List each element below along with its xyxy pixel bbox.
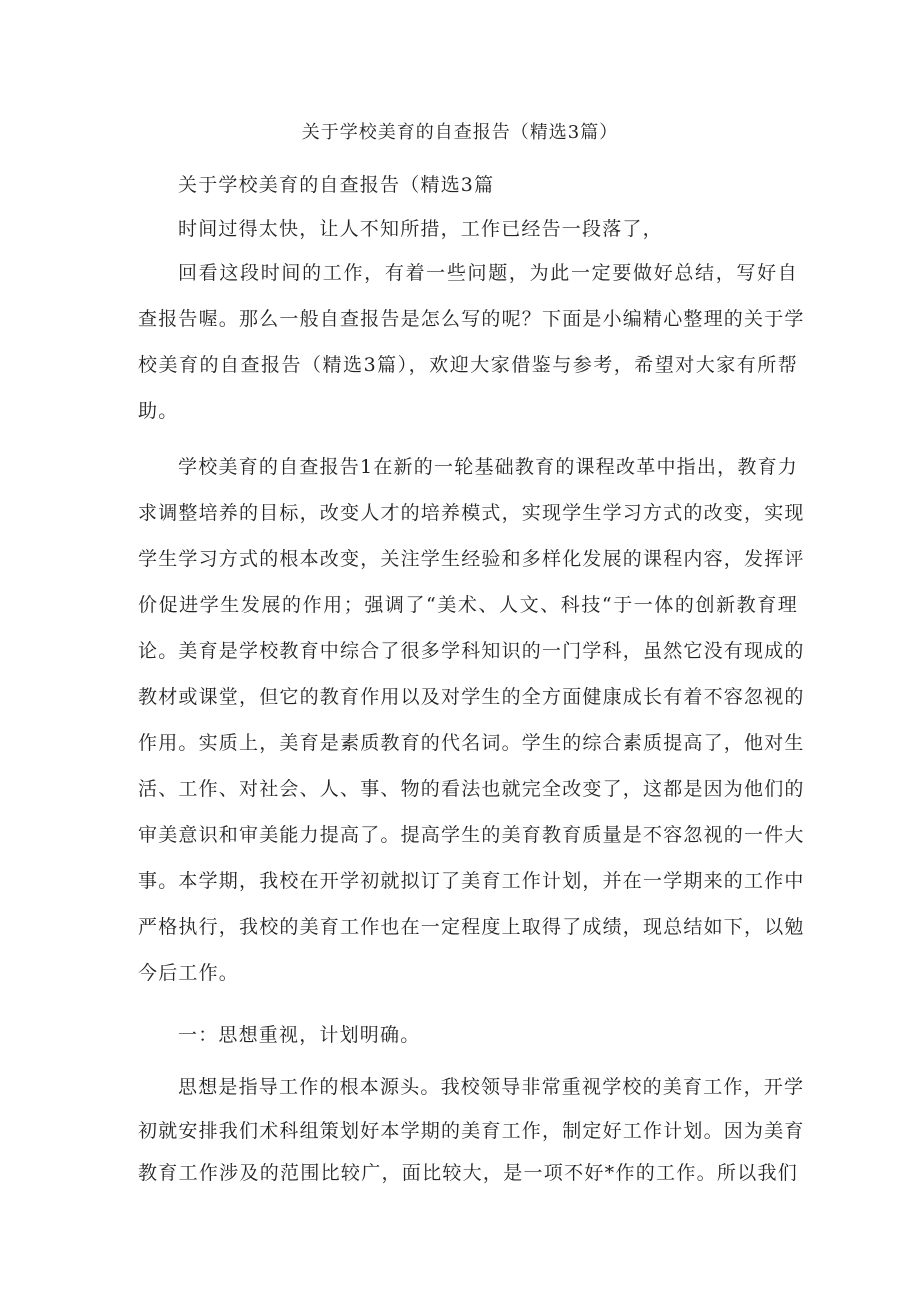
paragraph-line: 严格执行，我校的美育工作也在一定程度上取得了成绩，现总结如下，以勉 <box>138 916 805 938</box>
intro-line: 时间过得太快，让人不知所措，工作已经告一段落了， <box>178 218 663 240</box>
paragraph-line: 校美育的自查报告（精选3篇），欢迎大家借鉴与参考，希望对大家有所帮 <box>138 354 798 376</box>
paragraph-line: 教育工作涉及的范围比较广，面比较大，是一项不好*作的工作。所以我们 <box>138 1162 798 1184</box>
paragraph-line: 价促进学生发展的作用；强调了“美术、人文、科技“于一体的创新教育理 <box>138 594 798 616</box>
document-title: 关于学校美育的自查报告（精选3篇） <box>301 122 619 143</box>
paragraph-line: 活、工作、对社会、人、事、物的看法也就完全改变了，这都是因为他们的 <box>138 778 805 800</box>
paragraph-line: 回看这段时间的工作，有着一些问题，为此一定要做好总结，写好自 <box>178 262 798 284</box>
paragraph-line: 学生学习方式的根本改变，关注学生经验和多样化发展的课程内容，发挥评 <box>138 548 805 570</box>
paragraph-line: 今后工作。 <box>138 962 240 984</box>
paragraph-line: 思想是指导工作的根本源头。我校领导非常重视学校的美育工作，开学 <box>178 1076 805 1098</box>
paragraph-line: 教材或课堂，但它的教育作用以及对学生的全方面健康成长有着不容忽视的 <box>138 686 805 708</box>
paragraph-line: 助。 <box>138 400 179 422</box>
paragraph-line: 审美意识和审美能力提高了。提高学生的美育教育质量是不容忽视的一件大 <box>138 824 805 846</box>
paragraph-line: 作用。实质上，美育是素质教育的代名词。学生的综合素质提高了，他对生 <box>138 732 805 754</box>
paragraph-line: 论。美育是学校教育中综合了很多学科知识的一门学科，虽然它没有现成的 <box>138 640 805 662</box>
paragraph-line: 事。本学期，我校在开学初就拟订了美育工作计划，并在一学期来的工作中 <box>138 870 805 892</box>
paragraph-line: 查报告喔。那么一般自查报告是怎么写的呢？下面是小编精心整理的关于学 <box>138 308 805 330</box>
section-heading: 一：思想重视，计划明确。 <box>178 1024 421 1046</box>
paragraph-line: 学校美育的自查报告1在新的一轮基础教育的课程改革中指出，教育力 <box>178 456 798 478</box>
paragraph-line: 初就安排我们术科组策划好本学期的美育工作，制定好工作计划。因为美育 <box>138 1120 805 1142</box>
document-subtitle: 关于学校美育的自查报告（精选3篇 <box>178 174 495 196</box>
paragraph-line: 求调整培养的目标，改变人才的培养模式，实现学生学习方式的改变，实现 <box>138 502 805 524</box>
